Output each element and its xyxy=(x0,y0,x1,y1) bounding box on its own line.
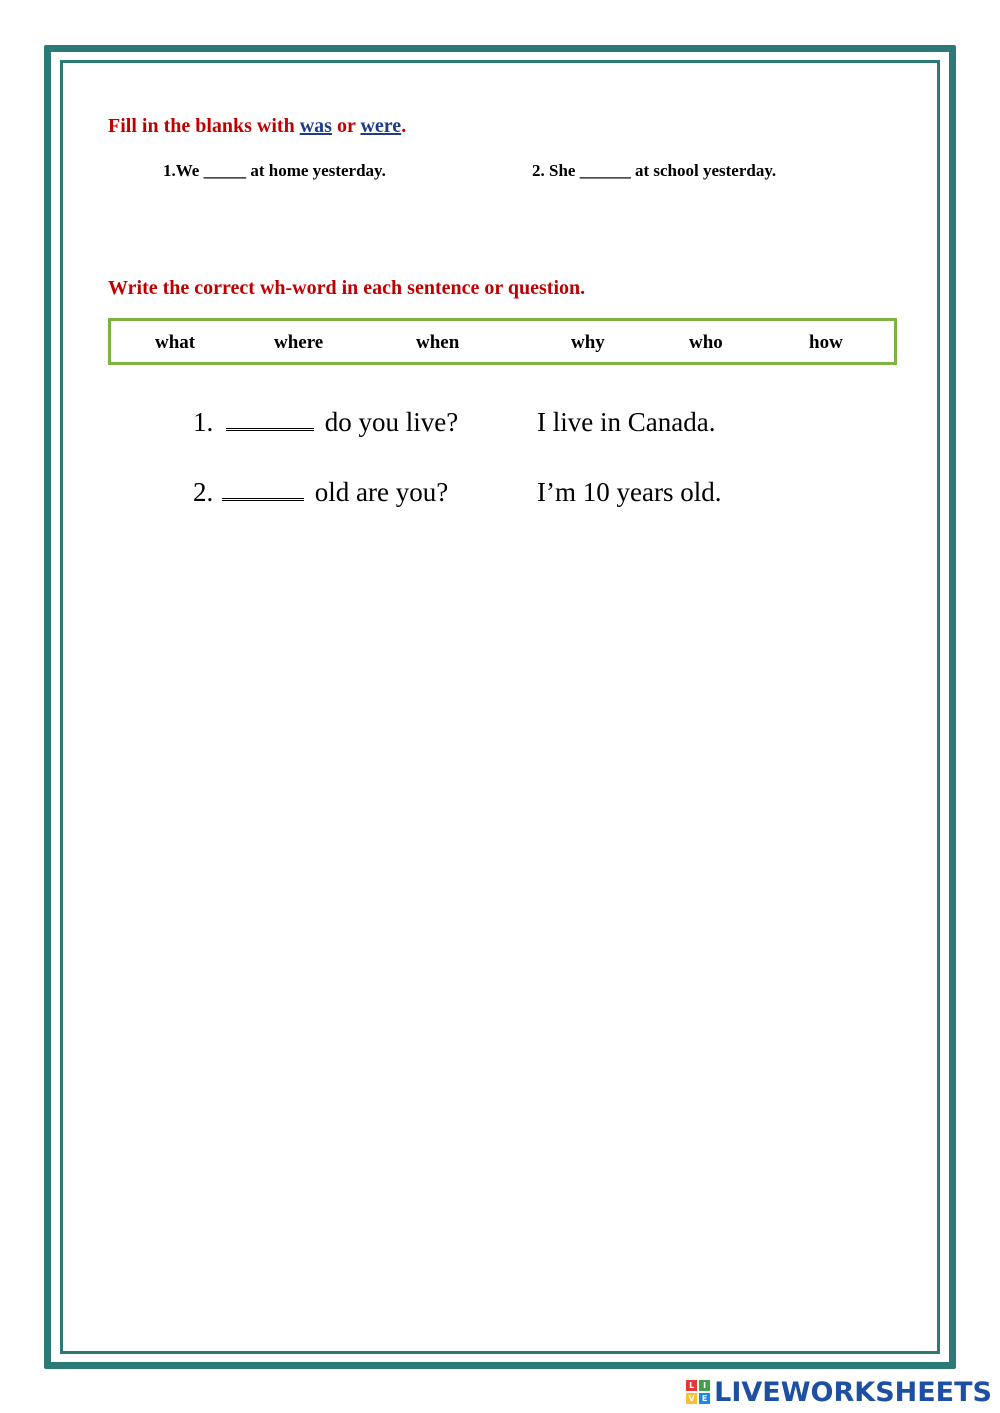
page-frame-inner xyxy=(60,60,940,1354)
answer-text-2: I’m 10 years old. xyxy=(537,477,722,507)
section1-heading xyxy=(108,115,406,138)
question-number: 2. xyxy=(193,477,214,507)
option-were: were xyxy=(360,115,402,137)
logo-letter: E xyxy=(699,1393,710,1404)
logo-letter: L xyxy=(686,1380,697,1391)
answer-text-1: I live in Canada. xyxy=(537,407,716,437)
word-bank-item: how xyxy=(809,332,843,353)
section2-heading: Write the correct wh-word in each sentence or question. xyxy=(108,277,586,299)
word-bank-item: what xyxy=(155,332,196,353)
exercise1-item-1[interactable]: 1.We _____ at home yesterday. xyxy=(163,161,386,180)
logo-letter: I xyxy=(699,1380,710,1391)
section1-heading-suffix: . xyxy=(401,115,407,137)
word-bank-item: when xyxy=(416,332,460,353)
question-row-1 xyxy=(193,407,458,438)
question-number: 1. xyxy=(193,407,214,437)
logo-mark-icon xyxy=(686,1380,710,1404)
section1-heading-prefix: Fill in the blanks with xyxy=(108,115,300,137)
question-text: old are you? xyxy=(314,477,449,507)
answer-blank-2[interactable] xyxy=(222,478,304,501)
exercise1-item-2[interactable]: 2. She ______ at school yesterday. xyxy=(532,161,777,180)
answer-blank-1[interactable] xyxy=(226,408,314,431)
option-was: was xyxy=(299,115,332,137)
word-bank-item: who xyxy=(689,332,723,353)
question-text: do you live? xyxy=(324,407,459,437)
word-bank xyxy=(108,318,897,365)
word-bank-item: where xyxy=(274,332,324,353)
word-bank-item: why xyxy=(571,332,605,353)
section1-heading-middle: or xyxy=(331,115,361,137)
logo-text: LIVEWORKSHEETS xyxy=(714,1376,992,1408)
logo-letter: V xyxy=(686,1393,697,1404)
liveworksheets-logo xyxy=(686,1377,992,1407)
question-row-2 xyxy=(193,477,448,508)
